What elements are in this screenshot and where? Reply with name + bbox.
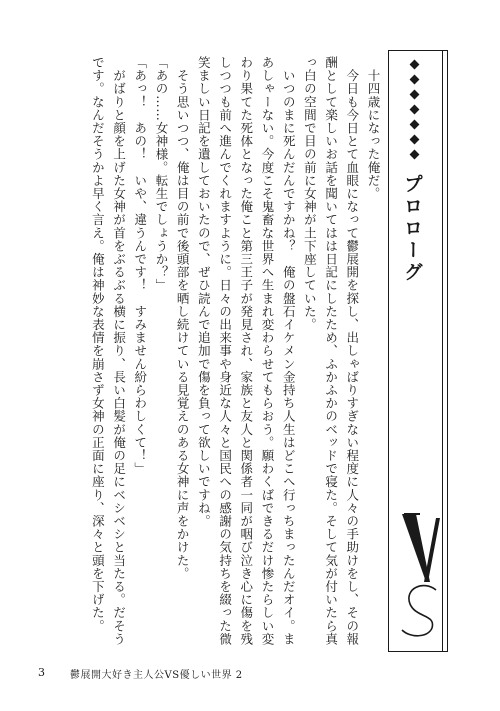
page-number: 3 [38, 666, 45, 679]
body-paragraph: 今日も今日とて血眼になって鬱展開を探し、出しゃばりすぎない程度に人々の手助けをし、その報酬として楽しいお話を聞いてはは日記にしたため、ふかふかのベッドで寝た。そして気が付いたら真っ白の空間で目の前に女神が土下座していた。 [302, 56, 360, 646]
diamond-icon [409, 60, 419, 70]
diamond-ornament [404, 58, 424, 161]
diamond-icon [409, 150, 419, 160]
diamond-icon [409, 105, 419, 115]
diamond-icon [409, 135, 419, 145]
body-paragraph: そう思いつつ、俺は目の前で後頭部を晒し続けている見覚えのある女神に声をかけた。 [175, 56, 191, 580]
body-paragraph: いつのまに死んだんですかね？ 俺の盤石イケメン金持ち人生はどこへ行っちまったんだオイ。まあしゃーない。今度こそ鬼畜な世界へ生まれ変わらせてもらおう。願わくばできるだけ惨たらしい変わり果てた死体となった俺こと第三王子が発見され、家族と友人と関係者一同が咽び泣き心に傷を残しつつも前へ進んでくれますように。日々の出来事や身近な人々と国民への感謝の気持ちを綴った微笑ましい日記を遺しておいたので、ぜひ読んで追加で傷を負って欲しいですね。 [196, 56, 297, 646]
running-title: 鬱展開大好き主人公VS優しい世界 2 [70, 670, 243, 681]
body-paragraph: がばりと顔を上げた女神が首をぶるぶる横に振り、長い白髪が俺の足にベシベシと当たる。だそうです。なんだそうかよ早く言え。俺は神妙な表情を崩さず女神の正面に座り、深々と頭を下げた。 [90, 56, 127, 646]
diamond-icon [409, 75, 419, 85]
body-text [34, 56, 384, 656]
body-paragraph: 「あの……女神様。転生でしょうか？」 [153, 56, 169, 292]
chapter-title: プロローグ [401, 174, 423, 284]
diamond-icon [409, 90, 419, 100]
vs-logo-icon [396, 510, 444, 640]
diamond-icon [409, 120, 419, 130]
body-paragraph: 「あっ！ あの！ いや、違うんです！ すみません紛らわしくて！」 [132, 56, 148, 476]
body-paragraph: 十四歳になった俺だ。 [366, 56, 381, 201]
